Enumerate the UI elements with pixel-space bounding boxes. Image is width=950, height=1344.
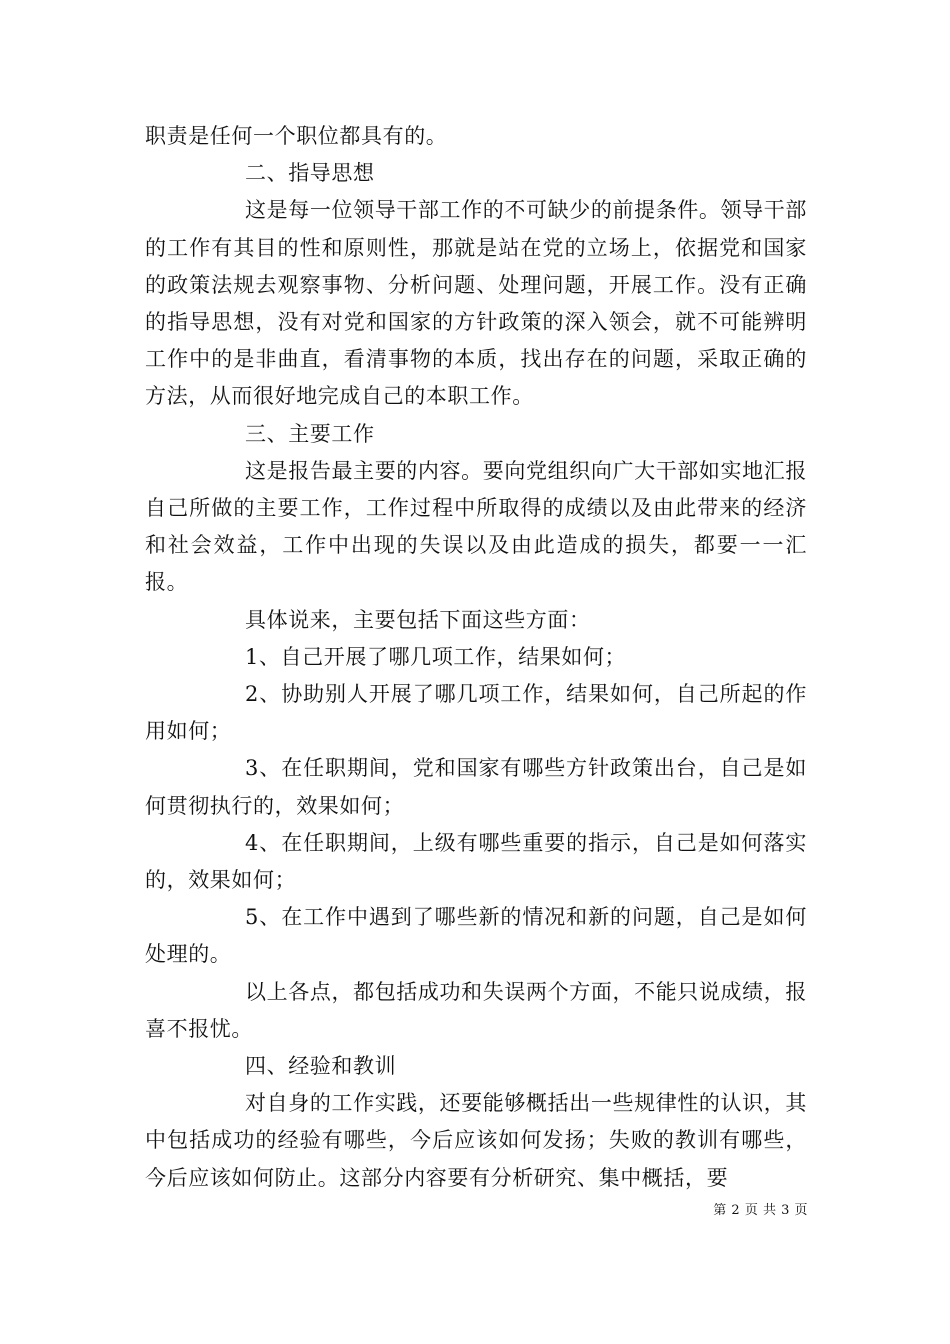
paragraph-guiding-ideology: 这是每一位领导干部工作的不可缺少的前提条件。领导干部的工作有其目的性和原则性，那就是站在党的立场上，依据党和国家的政策法规去观察事物、分析问题、处理问题，开展工作。没有正确的指导思想，没有对党和国家的方针政策的深入领会，就不可能辨明工作中的是非曲直，看清事物的本质，找出存在的问题，采取正确的方法，从而很好地完成自己的本职工作。 — [145, 198, 807, 409]
list-item-5: 5、在工作中遇到了哪些新的情况和新的问题，自己是如何处理的。 — [145, 905, 807, 967]
list-item-1: 1、自己开展了哪几项工作，结果如何； — [245, 644, 627, 669]
page-number-footer: 第 2 页 共 3 页 — [713, 1203, 808, 1218]
document-body — [145, 118, 807, 1197]
paragraph-specifics-intro: 具体说来，主要包括下面这些方面： — [245, 607, 591, 632]
section-heading-main-work: 三、主要工作 — [245, 421, 375, 446]
list-item-4: 4、在任职期间，上级有哪些重要的指示，自己是如何落实的，效果如何； — [145, 830, 807, 893]
paragraph-summary-points: 以上各点，都包括成功和失误两个方面，不能只说成绩，报喜不报忧。 — [145, 979, 807, 1041]
list-item-3: 3、在任职期间，党和国家有哪些方针政策出台，自己是如何贯彻执行的，效果如何； — [145, 756, 807, 818]
paragraph-experience-lessons: 对自身的工作实践，还要能够概括出一些规律性的认识，其中包括成功的经验有哪些，今后应该如何发扬；失败的教训有哪些，今后应该如何防止。这部分内容要有分析研究、集中概括，要 — [145, 1091, 807, 1190]
list-item-2: 2、协助别人开展了哪几项工作，结果如何，自己所起的作用如何； — [145, 682, 807, 744]
paragraph-main-work: 这是报告最主要的内容。要向党组织向广大干部如实地汇报自己所做的主要工作，工作过程中所取得的成绩以及由此带来的经济和社会效益，工作中出现的失误以及由此造成的损失，都要一一汇报。 — [145, 458, 807, 595]
section-heading-guiding-ideology: 二、指导思想 — [245, 161, 375, 186]
paragraph-continuation: 职责是任何一个职位都具有的。 — [145, 124, 448, 148]
section-heading-experience-lessons: 四、经验和教训 — [245, 1054, 397, 1079]
